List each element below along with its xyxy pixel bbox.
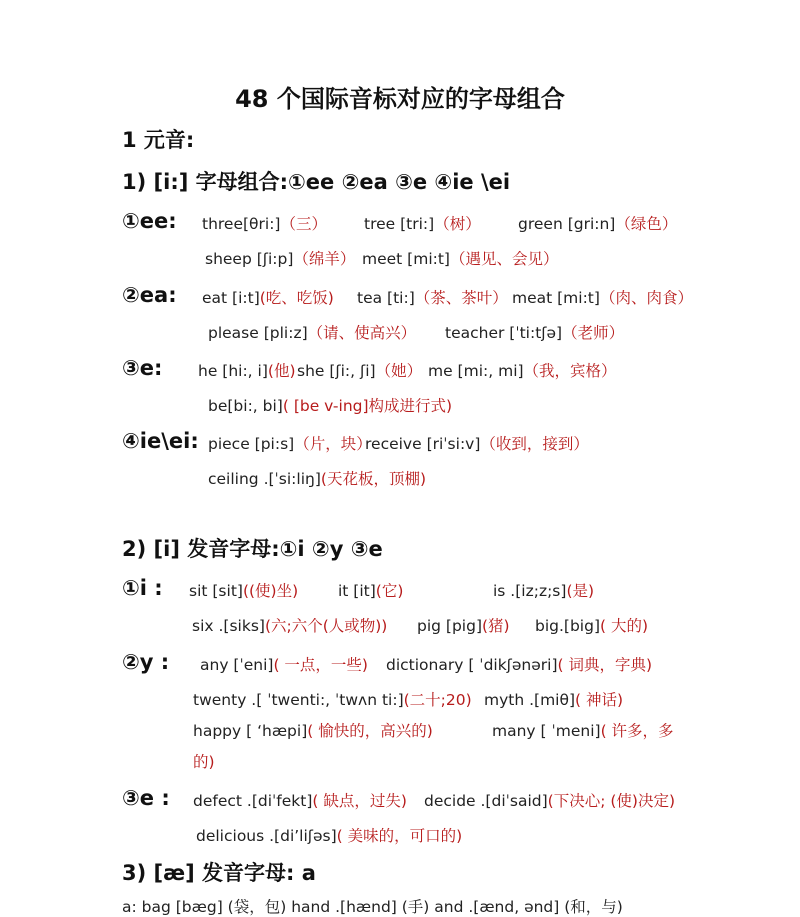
group-label-ea: ②ea: — [122, 283, 177, 307]
word-entry: many [ ˈmeni]( 许多，多 — [492, 722, 674, 740]
word-entry: 的) — [193, 753, 215, 771]
word-entry: any [ˈeni]( 一点，一些) — [200, 656, 368, 674]
word-entry: tree [tri:]（树） — [364, 215, 481, 233]
word-entry: is .[iz;z;s](是) — [493, 582, 595, 600]
word-entry: green [gri:n]（绿色） — [518, 215, 678, 233]
word-entry: eat [i:t](吃、吃饭) — [202, 289, 334, 307]
word-entry: ceiling .[ˈsi:liŋ](天花板，顶棚) — [208, 470, 426, 488]
word-entry: six .[siks](六;六个(人或物)) — [192, 617, 388, 635]
subsection-heading-i-long: 1) [i:] 字母组合:①ee ②ea ③e ④ie \ei — [122, 170, 511, 194]
group-label-e: ③e: — [122, 356, 163, 380]
word-entry: teacher [ˈti:tʃə]（老师） — [445, 324, 625, 342]
group-label-e2: ③e : — [122, 786, 170, 810]
word-entry: meet [mi:t]（遇见、会见） — [362, 250, 559, 268]
word-entry: be[bi:, bi]( [be v-ing]构成进行式) — [208, 397, 453, 415]
group-label-i: ①i : — [122, 576, 163, 600]
word-entry: me [mi:, mi]（我，宾格） — [428, 362, 617, 380]
word-entry: twenty .[ ˈtwenti:, ˈtwʌn ti:](二十;20) — [193, 691, 472, 709]
word-entry: tea [ti:]（茶、茶叶） — [357, 289, 508, 307]
word-entry: sheep [ʃi:p]（绵羊） — [205, 250, 356, 268]
word-entry: happy [ ‘hæpi]( 愉快的，高兴的) — [193, 722, 433, 740]
word-entry: myth .[miθ]( 神话) — [484, 691, 624, 709]
word-entry: defect .[diˈfekt]( 缺点，过失) — [193, 792, 407, 810]
word-entry: decide .[diˈsaid](下决心; (使)决定) — [424, 792, 675, 810]
subsection-heading-ae: 3) [æ] 发音字母: a — [122, 861, 316, 885]
word-entry: it [it](它) — [338, 582, 404, 600]
word-entry: delicious .[di’liʃəs]( 美味的，可口的) — [196, 827, 463, 845]
word-entry: he [hi:, i](他) — [198, 362, 296, 380]
word-entry: meat [mi:t]（肉、肉食） — [512, 289, 693, 307]
word-entry: big.[big]( 大的) — [535, 617, 649, 635]
word-entry: receive [riˈsi:v]（收到，接到） — [365, 435, 589, 453]
page-title: 48 个国际音标对应的字母组合 — [235, 85, 565, 113]
subsection-heading-i-short: 2) [i] 发音字母:①i ②y ③e — [122, 537, 383, 561]
group-label-y: ②y : — [122, 650, 170, 674]
word-entry: pig [pig](猪) — [417, 617, 510, 635]
partial-word-line: a: bag [bæg] (袋，包) hand .[hænd] (手) and .[ænd, ənd] (和，与) — [122, 898, 623, 916]
word-entry: dictionary [ ˈdikʃənəri]( 词典，字典) — [386, 656, 653, 674]
group-label-ee: ①ee: — [122, 209, 177, 233]
word-entry: sit [sit]((使)坐) — [189, 582, 299, 600]
word-entry: three[θri:]（三） — [202, 215, 327, 233]
group-label-ie-ei: ④ie\ei: — [122, 429, 199, 453]
section-heading-vowels: 1 元音: — [122, 128, 195, 152]
word-entry: piece [pi:s]（片，块） — [208, 435, 372, 453]
word-entry: please [pli:z]（请、使高兴） — [208, 324, 417, 342]
word-entry: she [ʃi:, ʃi]（她） — [297, 362, 423, 380]
